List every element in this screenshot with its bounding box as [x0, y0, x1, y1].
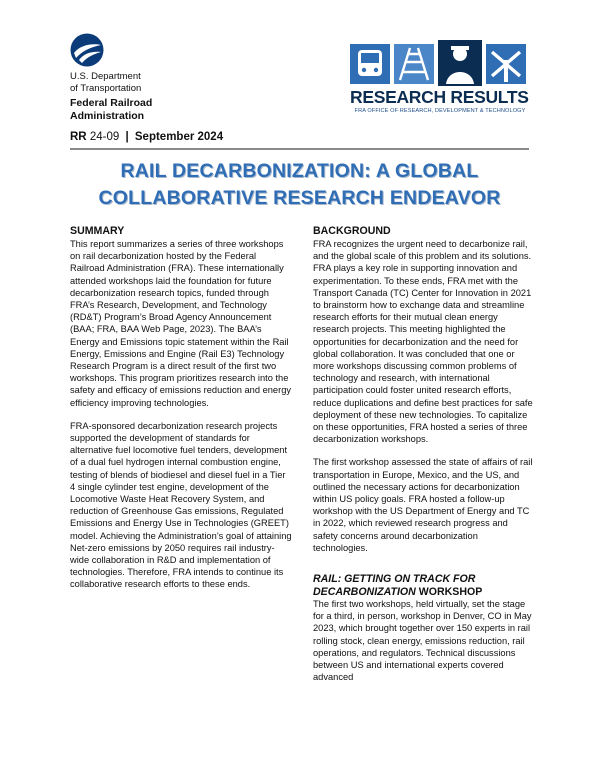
report-prefix: RR — [70, 131, 87, 143]
title-line-2: COLLABORATIVE RESEARCH ENDEAVOR — [98, 187, 501, 209]
fra-line-2: Administration — [70, 109, 145, 122]
report-number-line — [70, 131, 223, 143]
header-rule — [70, 148, 529, 150]
workshop-heading — [313, 573, 535, 598]
page-title — [70, 158, 529, 212]
agency-block — [70, 71, 152, 122]
left-column — [70, 225, 292, 602]
title-line-1: RAIL DECARBONIZATION: A GLOBAL — [120, 160, 479, 182]
right-column — [313, 225, 535, 695]
summary-paragraph-2: FRA-sponsored decarbonization research projects supported the development of standards for alternative fuel locomotive fuel tenders, development of a dual fuel hydrogen internal combustion engine, testing of blends of biodiesel and diesel fuel in a Tier 4 single cylinder test engine, development of the Locomotive Waste Heat Recovery System, and reduction of Greenhouse Gas emissions, Regulated Emissions and Energy Use in Technologies (GREET) model. Achieving the Administration’s goal of attaining Net-zero emissions by 2050 requires rail industry-wide collaboration in R&D and implementation of technologies. Therefore, FRA intends to continue its collaborative research efforts to these ends. — [70, 420, 292, 590]
background-paragraph-1: FRA recognizes the urgent need to decarbonize rail, and the global scale of this problem and its solutions. FRA plays a key role in supporting innovation and experimentation. To these ends, FRA met with the Transport Canada (TC) Center for Innovation in 2021 to brainstorm how to exchange data and streamline research efforts for their mutual clean energy research projects. This meeting highlighted the opportunities for decarbonization and the need for global collaboration. It was concluded that one or more workshops discussing common problems of technology and research, with international participation could foster united research efforts, reduce duplications and define best practices for safe deployment of these new technologies. To capitalize on these opportunities, FRA hosted a series of three decarbonization workshops. — [313, 239, 533, 445]
banner-subtitle: FRA OFFICE OF RESEARCH, DEVELOPMENT & TECHNOLOGY — [354, 108, 526, 114]
summary-paragraph-1: This report summarizes a series of three workshops on rail decarbonization hosted by the Federal Railroad Administration (FRA). These internationally attended workshops laid the foundation for future decarbonization research topics, funded through FRA’s Research, Development, and Technology (RD&T) Program’s Broad Agency Announcement (BAA; FRA, BAA Web Page, 2023). The BAA’s Energy and Emissions topic statement within the Rail Energy, Emissions and Engine (Rail E3) Technology Research Program is a direct result of the first two workshops. This program prioritizes research into the safety and efficacy of emissions reduction and energy efficiency improving technologies. — [70, 239, 292, 408]
dept-line-1: U.S. Department — [70, 71, 141, 82]
report-separator: | — [125, 131, 129, 143]
dot-logo-icon — [70, 33, 104, 67]
banner-title: RESEARCH RESULTS — [350, 87, 529, 107]
workshop-paragraph-1: The first two workshops, held virtually, set the stage for a third, in person, workshop in Denver, CO in May 2023, which brought together over 150 experts in rail rolling stock, clean energy, emissions reduction, rail operations, and regulators. Technical discussions between US and international experts covered advanced — [313, 599, 532, 683]
workshop-heading-italic-2: DECARBONIZATION — [313, 585, 416, 598]
background-heading: BACKGROUND — [313, 225, 391, 237]
workshop-heading-plain: WORKSHOP — [415, 585, 483, 598]
report-number: 24-09 — [89, 131, 120, 143]
workshop-heading-italic-1: RAIL: GETTING ON TRACK FOR — [313, 573, 476, 586]
report-date: September 2024 — [134, 131, 224, 143]
fra-line-1: Federal Railroad — [70, 97, 153, 109]
summary-heading: SUMMARY — [70, 225, 125, 237]
background-paragraph-2: The first workshop assessed the state of affairs of rail transportation in Europe, Mexico, and the US, and outlined the necessary actions for decarbonization within US policy goals. FRA hosted a follow-up workshop with the US Department of Energy and TC in 2022, which reviewed research progress and safety concerns around decarbonization technologies. — [313, 457, 533, 553]
dept-line-2: of Transportation — [70, 82, 142, 94]
research-results-icons — [350, 40, 530, 86]
